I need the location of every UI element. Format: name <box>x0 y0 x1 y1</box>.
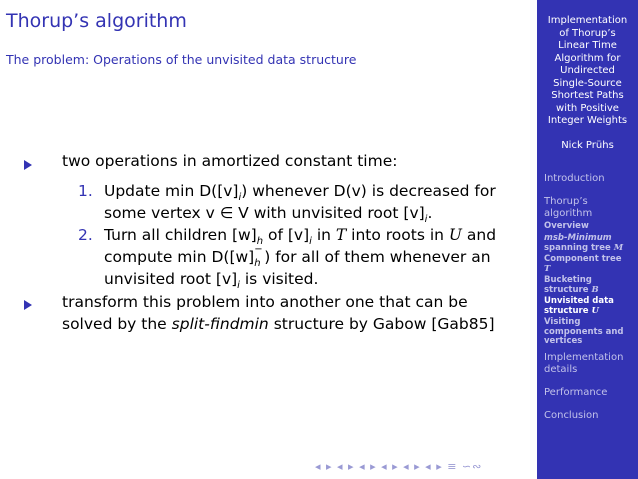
enum-number-1: 1. <box>78 182 93 200</box>
sidebar-subitem-bucketing-structure[interactable]: Bucketing structure B <box>544 275 599 295</box>
sidebar-title: Implementation of Thorup’s Linear Time Algorithm for Undirected Single-Source Shortest Paths with Positive Integer Weights <box>547 15 628 126</box>
sidebar-item-implementation-details[interactable]: Implementation details <box>544 352 624 375</box>
sidebar-subitem-visiting-components[interactable]: Visiting components and vertices <box>544 317 624 346</box>
sidebar-item-conclusion[interactable]: Conclusion <box>544 410 599 421</box>
sidebar-author: Nick Prühs <box>561 140 614 151</box>
bullet-1-text: two operations in amortized constant time: <box>62 152 398 170</box>
sidebar-item-thorups-algorithm[interactable]: Thorup’s algorithm <box>544 196 593 219</box>
frame-title: Thorup’s algorithm <box>6 10 187 32</box>
enum-number-2: 2. <box>78 226 93 244</box>
sidebar-subitem-overview[interactable]: Overview <box>544 221 589 231</box>
bullet-icon <box>24 300 32 310</box>
enum-2-line-1: Turn all children $[w]_h$ of $[v]_i$ in T into roots in U and <box>104 226 497 248</box>
enum-2-line-3: unvisited root $[v]_i$ is visited. <box>104 270 319 292</box>
structure-u-symbol: U <box>448 226 462 244</box>
beamer-navigation-bar[interactable]: ◂ ▸ ◂ ▸ ◂ ▸ ◂ ▸ ◂ ▸ ◂ ▸ ≡ ∽∾ <box>315 460 483 473</box>
bullet-icon <box>24 160 32 170</box>
sidebar-subitem-component-tree[interactable]: Component tree T <box>544 254 622 274</box>
sidebar <box>537 0 638 479</box>
enum-1-line-2: some vertex v ∈ V with unvisited root $[v]_i$. <box>104 204 433 226</box>
sidebar-subitem-unvisited-data-structure[interactable]: Unvisited data structure U <box>544 296 614 316</box>
enum-2-line-2: compute min D([w] − h ) for all of them whenever an <box>104 244 491 269</box>
bullet-2-line-1: transform this problem into another one that can be <box>62 293 468 311</box>
frame-subtitle: The problem: Operations of the unvisited data structure <box>6 52 357 67</box>
sidebar-subitem-msb-minimum-spanning-tree[interactable]: msb-Minimum spanning tree M <box>544 233 624 253</box>
sidebar-item-introduction[interactable]: Introduction <box>544 173 605 184</box>
tree-t-symbol: T <box>335 226 347 244</box>
enum-1-line-1: Update $\min D([v]_i)$ whenever D(v) is decreased for <box>104 182 496 204</box>
sidebar-item-performance[interactable]: Performance <box>544 387 608 398</box>
bullet-2-line-2: solved by the split-findmin structure by Gabow [Gab85] <box>62 315 495 333</box>
